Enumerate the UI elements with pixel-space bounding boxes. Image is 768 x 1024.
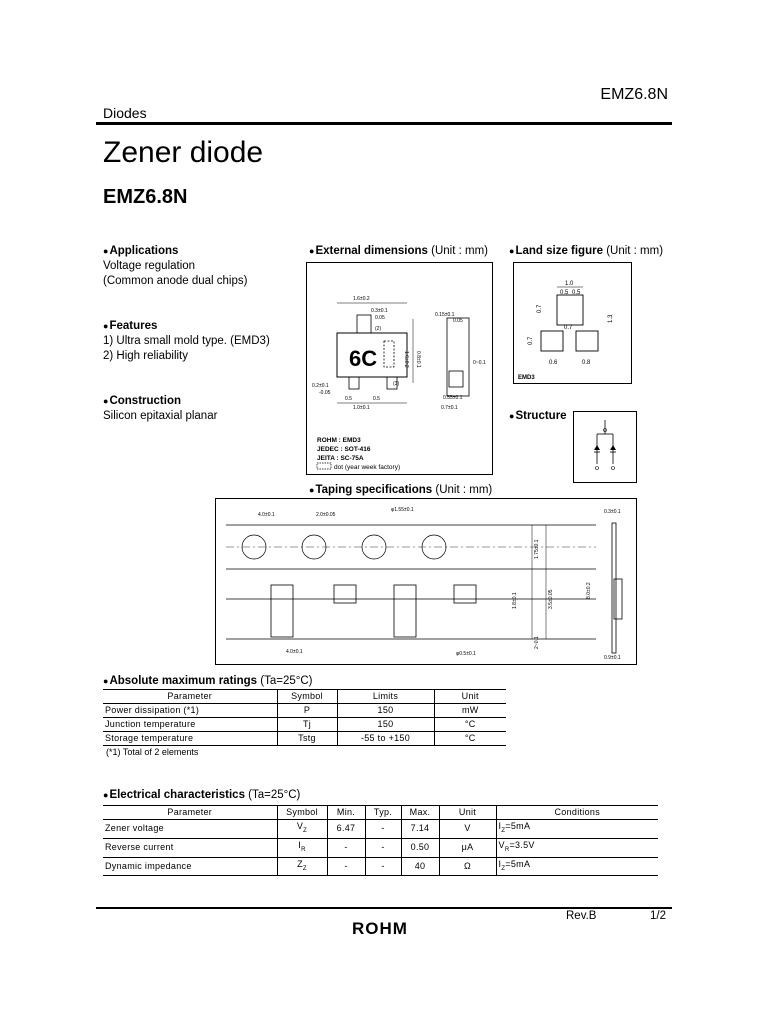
svg-text:0.8: 0.8 xyxy=(582,360,591,366)
svg-text:0.7: 0.7 xyxy=(537,304,543,313)
svg-text:0.6: 0.6 xyxy=(549,360,558,366)
svg-text:0.05: 0.05 xyxy=(375,315,385,321)
table-row: Dynamic impedance $Z_Z$ - - 40 Ω $I_Z=5mA$ xyxy=(103,857,658,876)
table-row: Junction temperature Tj 150 °C xyxy=(103,718,506,732)
table-row: Reverse current $I_R$ - - 0.50 μA $V_R=3.5V$ xyxy=(103,838,658,857)
bullet-icon: ● xyxy=(309,485,315,495)
electrical-heading: ●Electrical characteristics (Ta=25°C) xyxy=(103,789,301,801)
rohm-logo xyxy=(352,918,422,941)
column-header: Symbol xyxy=(277,690,337,704)
svg-text:1.0: 1.0 xyxy=(565,281,574,287)
svg-text:2.0±0.05: 2.0±0.05 xyxy=(316,512,336,518)
header-rule xyxy=(96,122,672,125)
svg-text:0.5: 0.5 xyxy=(345,396,352,402)
svg-text:φ0.5±0.1: φ0.5±0.1 xyxy=(456,651,476,657)
table-row: Storage temperature Tstg -55 to +150 °C xyxy=(103,732,506,746)
svg-text:2~0.1: 2~0.1 xyxy=(534,636,540,649)
abs-max-note: (*1) Total of 2 elements xyxy=(106,747,199,757)
applications-section xyxy=(103,244,247,289)
land-size-heading: ●Land size figure (Unit : mm) xyxy=(509,245,664,257)
svg-text:0.7: 0.7 xyxy=(528,336,534,345)
table-row: Power dissipation (*1) P 150 mW xyxy=(103,704,506,718)
electrical-table xyxy=(103,805,658,876)
features-section xyxy=(103,319,270,364)
package-info-jeita: JEITA : SC-75A xyxy=(317,455,364,462)
bullet-icon: ● xyxy=(103,676,109,686)
svg-text:1.3: 1.3 xyxy=(608,314,614,323)
svg-text:(3): (3) xyxy=(393,381,400,387)
package-info-jedec: JEDEC : SOT-416 xyxy=(317,446,371,453)
svg-text:0.2±0.1: 0.2±0.1 xyxy=(312,383,329,389)
revision-label: Rev.B xyxy=(566,910,597,922)
svg-text:0.3±0.1: 0.3±0.1 xyxy=(604,509,621,515)
column-header: Parameter xyxy=(103,690,277,704)
footer-rule xyxy=(96,907,672,909)
svg-text:1.6±0.2: 1.6±0.2 xyxy=(403,351,409,368)
svg-text:0.55±0.1: 0.55±0.1 xyxy=(443,395,463,401)
construction-heading: Construction xyxy=(109,395,181,407)
svg-text:φ1.55±0.1: φ1.55±0.1 xyxy=(391,507,414,513)
svg-text:0.7: 0.7 xyxy=(564,325,573,331)
bullet-icon: ● xyxy=(103,790,109,800)
page-number: 1/2 xyxy=(650,910,666,922)
svg-text:1.75±0.1: 1.75±0.1 xyxy=(534,539,540,559)
svg-text:0.7±0.1: 0.7±0.1 xyxy=(441,405,458,411)
svg-text:ROHM: ROHM xyxy=(352,919,408,936)
svg-text:3.5±0.05: 3.5±0.05 xyxy=(548,589,554,609)
svg-text:0~0.1: 0~0.1 xyxy=(473,360,486,366)
bullet-icon: ● xyxy=(309,246,315,256)
construction-section xyxy=(103,394,217,424)
svg-text:-0.05: -0.05 xyxy=(319,390,331,396)
structure-heading: ●Structure xyxy=(509,410,567,422)
bullet-icon: ● xyxy=(509,411,515,421)
svg-text:0.8±0.1: 0.8±0.1 xyxy=(415,351,421,368)
applications-heading: Applications xyxy=(109,245,179,257)
package-info-rohm: ROHM : EMD3 xyxy=(317,437,361,444)
column-header: Unit xyxy=(434,690,506,704)
table-row: Zener voltage $V_Z$ 6.47 - 7.14 V $I_Z=5mA$ xyxy=(103,820,658,839)
features-line: 2) High reliability xyxy=(103,350,189,362)
construction-line: Silicon epitaxial planar xyxy=(103,410,218,422)
taping-figure xyxy=(215,498,637,665)
structure-figure xyxy=(573,411,637,483)
table-header-row: Parameter Symbol Min. Typ. Max. Unit Conditions xyxy=(103,806,658,820)
external-dimensions-figure xyxy=(306,262,493,475)
svg-text:1.0±0.1: 1.0±0.1 xyxy=(353,405,370,411)
applications-line: Voltage regulation xyxy=(103,260,196,272)
svg-text:0.5: 0.5 xyxy=(572,290,581,296)
column-header: Limits xyxy=(337,690,434,704)
svg-text:1.8±0.1: 1.8±0.1 xyxy=(512,592,518,609)
svg-text:0.05: 0.05 xyxy=(453,318,463,324)
svg-text:0.5: 0.5 xyxy=(560,290,569,296)
features-heading: Features xyxy=(109,320,158,332)
svg-text:4.0±0.1: 4.0±0.1 xyxy=(258,512,275,518)
svg-text:0.9±0.1: 0.9±0.1 xyxy=(604,655,621,661)
page-title: Zener diode xyxy=(103,136,264,169)
bullet-icon: ● xyxy=(103,396,109,406)
abs-max-heading: ●Absolute maximum ratings (Ta=25°C) xyxy=(103,675,313,687)
svg-text:0.3±0.1: 0.3±0.1 xyxy=(371,308,388,314)
svg-text:0.15±0.1: 0.15±0.1 xyxy=(435,312,455,318)
svg-text:8.0±0.2: 8.0±0.2 xyxy=(586,582,592,599)
marking-text: 6C xyxy=(349,346,378,371)
part-number-heading: EMZ6.8N xyxy=(103,186,188,208)
svg-text:0.5: 0.5 xyxy=(373,396,380,402)
bullet-icon: ● xyxy=(103,246,109,256)
svg-text:(2): (2) xyxy=(375,326,382,332)
dot-note: dot (year week factory) xyxy=(334,464,401,471)
svg-text:4.0±0.1: 4.0±0.1 xyxy=(286,649,303,655)
abs-max-table xyxy=(103,689,506,746)
header-part-number: EMZ6.8N xyxy=(600,86,668,103)
category-label: Diodes xyxy=(103,105,147,121)
taping-heading: ●Taping specifications (Unit : mm) xyxy=(309,484,493,496)
applications-line: (Common anode dual chips) xyxy=(103,275,248,287)
features-line: 1) Ultra small mold type. (EMD3) xyxy=(103,335,270,347)
table-header-row xyxy=(103,690,506,704)
external-dimensions-heading: ●External dimensions (Unit : mm) xyxy=(309,245,488,257)
bullet-icon: ● xyxy=(103,321,109,331)
land-package-label: EMD3 xyxy=(518,375,535,381)
bullet-icon: ● xyxy=(509,246,515,256)
land-size-figure xyxy=(513,262,632,384)
svg-text:1.6±0.2: 1.6±0.2 xyxy=(353,296,370,302)
